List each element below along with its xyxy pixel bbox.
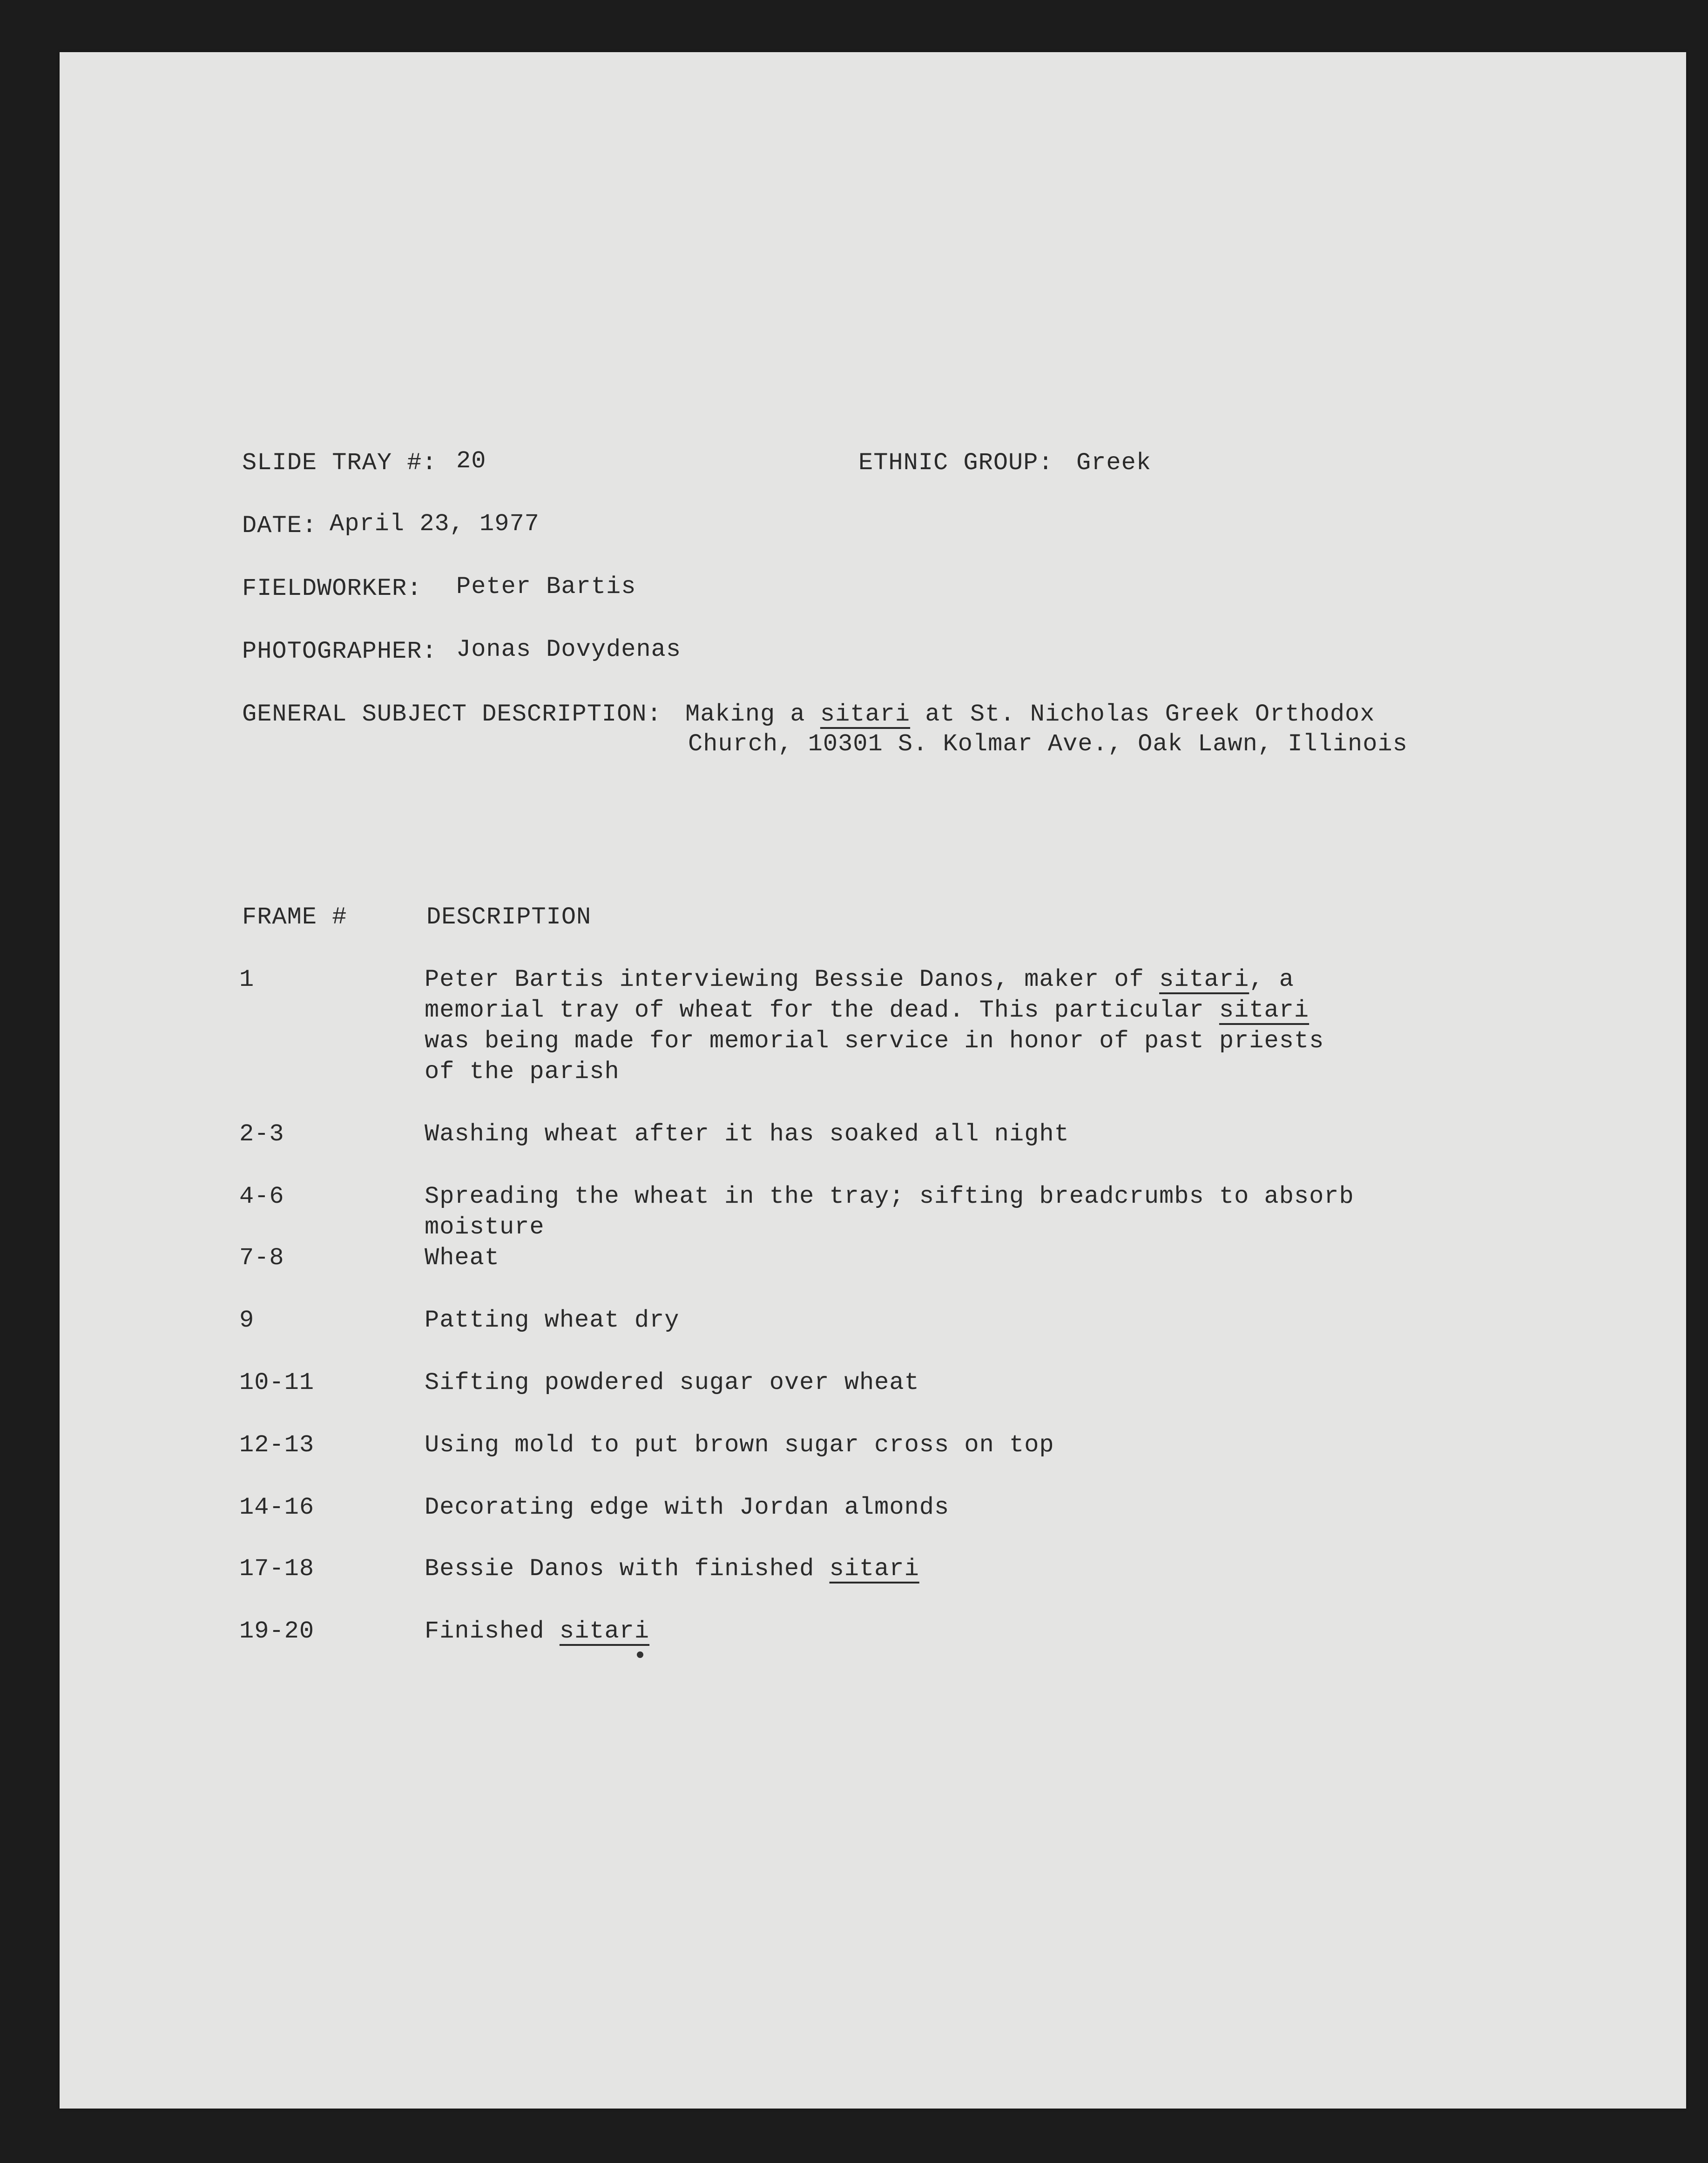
frame-number: 1 <box>239 966 255 993</box>
ethnic-group-value: Greek <box>1076 449 1152 477</box>
description-line: Washing wheat after it has soaked all night <box>425 1120 1069 1148</box>
description-line: moisture <box>425 1213 545 1241</box>
subject-line-1 <box>685 699 1375 730</box>
description-line: was being made for memorial service in honor of past priests <box>425 1027 1324 1055</box>
frame-number: 2-3 <box>239 1120 284 1148</box>
description-column-heading: DESCRIPTION <box>426 903 592 931</box>
description-line: Using mold to put brown sugar cross on top <box>425 1431 1054 1459</box>
description-line <box>425 1554 919 1584</box>
frame-number: 4-6 <box>239 1183 284 1210</box>
description-text: Finished <box>425 1617 545 1645</box>
frame-number: 7-8 <box>239 1244 284 1272</box>
date-value: April 23, 1977 <box>330 510 540 538</box>
description-line <box>425 1616 649 1647</box>
slide-tray-value: 20 <box>456 447 486 475</box>
description-line <box>425 995 1309 1026</box>
sitari-term: sitari <box>1159 966 1249 993</box>
description-line <box>425 964 1294 995</box>
sitari-term: sitari <box>1219 997 1310 1024</box>
subject-term: sitari <box>820 701 911 728</box>
fieldworker-label: FIELDWORKER: <box>242 575 422 602</box>
description-text: Peter Bartis interviewing Bessie Danos, maker of <box>425 966 1144 993</box>
subject-text-a: Making a <box>685 701 805 728</box>
photographer-label: PHOTOGRAPHER: <box>242 638 437 665</box>
ink-speck <box>637 1651 643 1658</box>
frame-number: 14-16 <box>239 1494 315 1521</box>
sitari-term: sitari <box>559 1617 650 1645</box>
date-label: DATE: <box>242 512 317 539</box>
description-line: Sifting powdered sugar over wheat <box>425 1369 919 1396</box>
frame-column-heading: FRAME # <box>242 903 347 931</box>
description-line: Wheat <box>425 1244 500 1272</box>
description-line: Decorating edge with Jordan almonds <box>425 1494 950 1521</box>
description-line: Spreading the wheat in the tray; sifting breadcrumbs to absorb <box>425 1183 1354 1210</box>
frame-number: 12-13 <box>239 1431 315 1459</box>
description-text: Bessie Danos with finished <box>425 1555 815 1583</box>
subject-text-b: at St. Nicholas Greek Orthodox <box>925 701 1375 728</box>
sitari-term: sitari <box>829 1555 919 1583</box>
ethnic-group-label: ETHNIC GROUP: <box>858 449 1053 477</box>
slide-tray-label: SLIDE TRAY #: <box>242 449 437 477</box>
frame-number: 19-20 <box>239 1617 315 1645</box>
description-text: , a <box>1249 966 1294 993</box>
subject-line-2: Church, 10301 S. Kolmar Ave., Oak Lawn, Illinois <box>688 730 1408 758</box>
frame-number: 9 <box>239 1307 255 1334</box>
frame-number: 17-18 <box>239 1555 315 1583</box>
description-line: of the parish <box>425 1058 620 1085</box>
frame-number: 10-11 <box>239 1369 315 1396</box>
description-text: memorial tray of wheat for the dead. This particular <box>425 997 1204 1024</box>
subject-label: GENERAL SUBJECT DESCRIPTION: <box>242 701 662 728</box>
photographer-value: Jonas Dovydenas <box>456 636 682 663</box>
description-line: Patting wheat dry <box>425 1307 680 1334</box>
document-page <box>60 52 1686 2109</box>
fieldworker-value: Peter Bartis <box>456 573 636 600</box>
